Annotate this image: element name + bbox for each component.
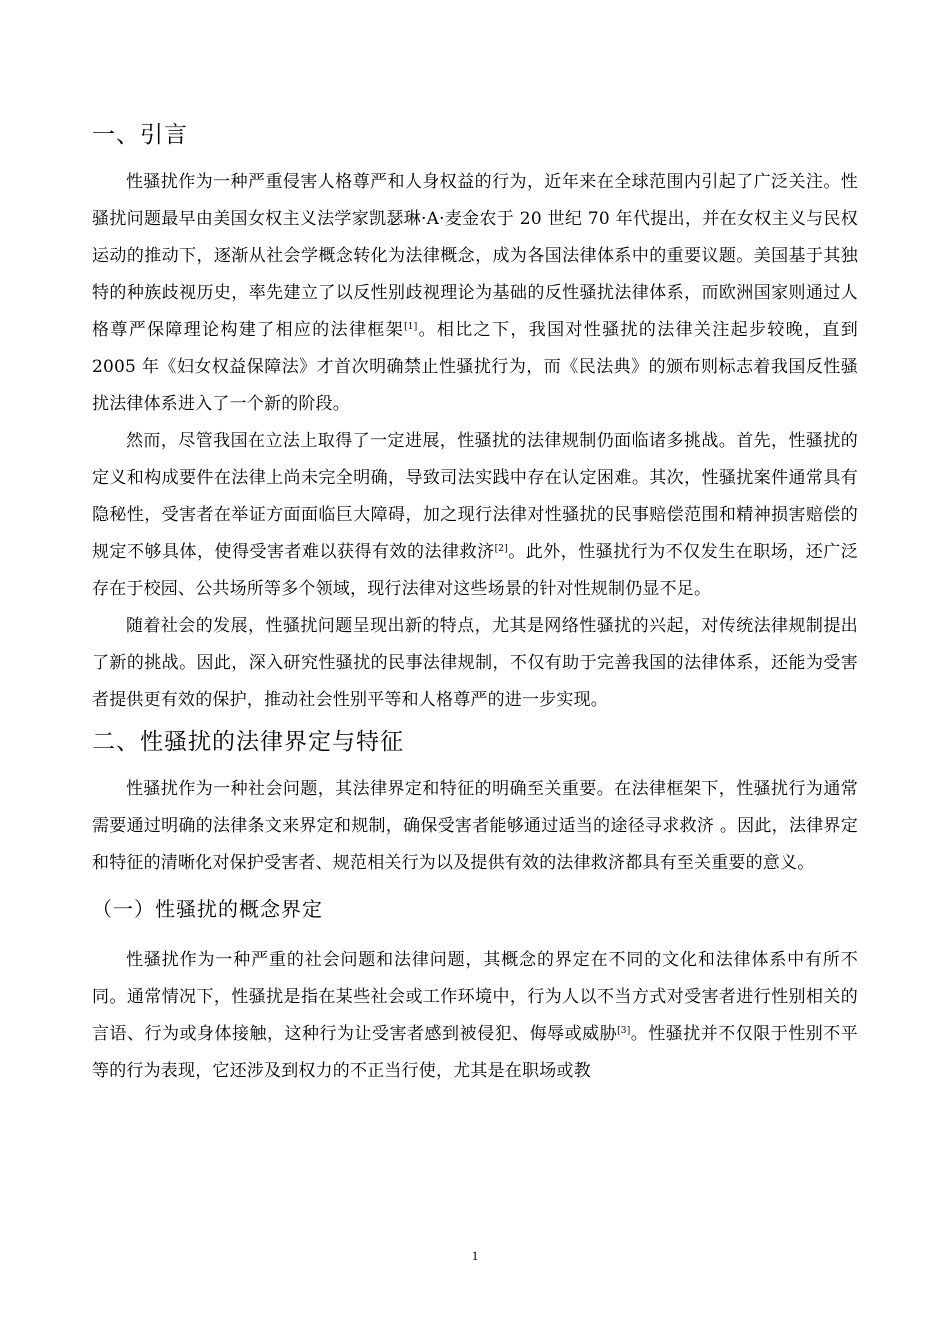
section-heading-introduction: 一、引言 [92,122,188,148]
paragraph: 性骚扰作为一种社会问题，其法律界定和特征的明确至关重要。在法律框架下，性骚扰行为通常需要通过明确的法律条文来界定和规制，确保受害者能够通过适当的途径寻求救济 。因此，法律界定和特征的清晰化对保护受害者、规范相关行为以及提供有效的法律救济都具有至关重要的意义。 [92,779,858,873]
citation-ref: [2] [494,544,508,554]
paragraph-text: 性骚扰作为一种严重侵害人格尊严和人身权益的行为，近年来在全球范围内引起了广泛关注。性骚扰问题最早由美国女权主义法学家凯瑟琳·A·麦金农于 20 世纪 70 年代提出，并在女权主义与民权运动的推动下，逐渐从社会学概念转化为法律概念，成为各国法律体系中的重要议题。美国基于其独特的种族歧视历史，率先建立了以反性别歧视理论为基础的反性骚扰法律体系，而欧洲国家则通过人格尊严保障理论构建了相应的法律框架 [92,172,858,340]
paragraph-text: 。此外，性骚扰行为不仅发生在职场，还广泛存在于校园、公共场所等多个领域，现行法律对这些场景的针对性规制仍显不足。 [92,542,858,599]
paragraph [92,423,858,608]
paragraph [92,942,858,1090]
section-heading-definition: 二、性骚扰的法律界定与特征 [92,729,404,755]
paragraph-text: 性骚扰作为一种严重的社会问题和法律问题，其概念的界定在不同的文化和法律体系中有所不同。通常情况下，性骚扰是指在某些社会或工作环境中，行为人以不当方式对受害者进行性别相关的言语、行为或身体接触，这种行为让受害者感到被侵犯、侮辱或威胁 [92,950,858,1044]
page-number: 1 [471,1248,479,1263]
citation-ref: [1] [404,322,418,332]
paragraph [92,164,858,423]
citation-ref: [3] [617,1026,631,1036]
paragraph-text: 。性骚扰并不仅限于性别不平等的行为表现，它还涉及到权力的不正当行使，尤其是在职场或教 [92,1024,858,1081]
paragraph-text: 然而，尽管我国在立法上取得了一定进展，性骚扰的法律规制仍面临诸多挑战。首先，性骚扰的定义和构成要件在法律上尚未完全明确，导致司法实践中存在认定困难。其次，性骚扰案件通常具有隐秘性，受害者在举证方面面临巨大障碍，加之现行法律对性骚扰的民事赔偿范围和精神损害赔偿的规定不够具体，使得受害者难以获得有效的法律救济 [92,431,858,562]
page-content [92,118,858,1090]
paragraph-text: 。相比之下，我国对性骚扰的法律关注起步较晚，直到 2005 年《妇女权益保障法》才首次明确禁止性骚扰行为，而《民法典》的颁布则标志着我国反性骚扰法律体系进入了一个新的阶段。 [92,320,858,414]
paragraph: 随着社会的发展，性骚扰问题呈现出新的特点，尤其是网络性骚扰的兴起，对传统法律规制提出了新的挑战。因此，深入研究性骚扰的民事法律规制，不仅有助于完善我国的法律体系，还能为受害者提供更有效的保护，推动社会性别平等和人格尊严的进一步实现。 [92,616,858,710]
subsection-heading-concept: （一）性骚扰的概念界定 [92,897,323,921]
